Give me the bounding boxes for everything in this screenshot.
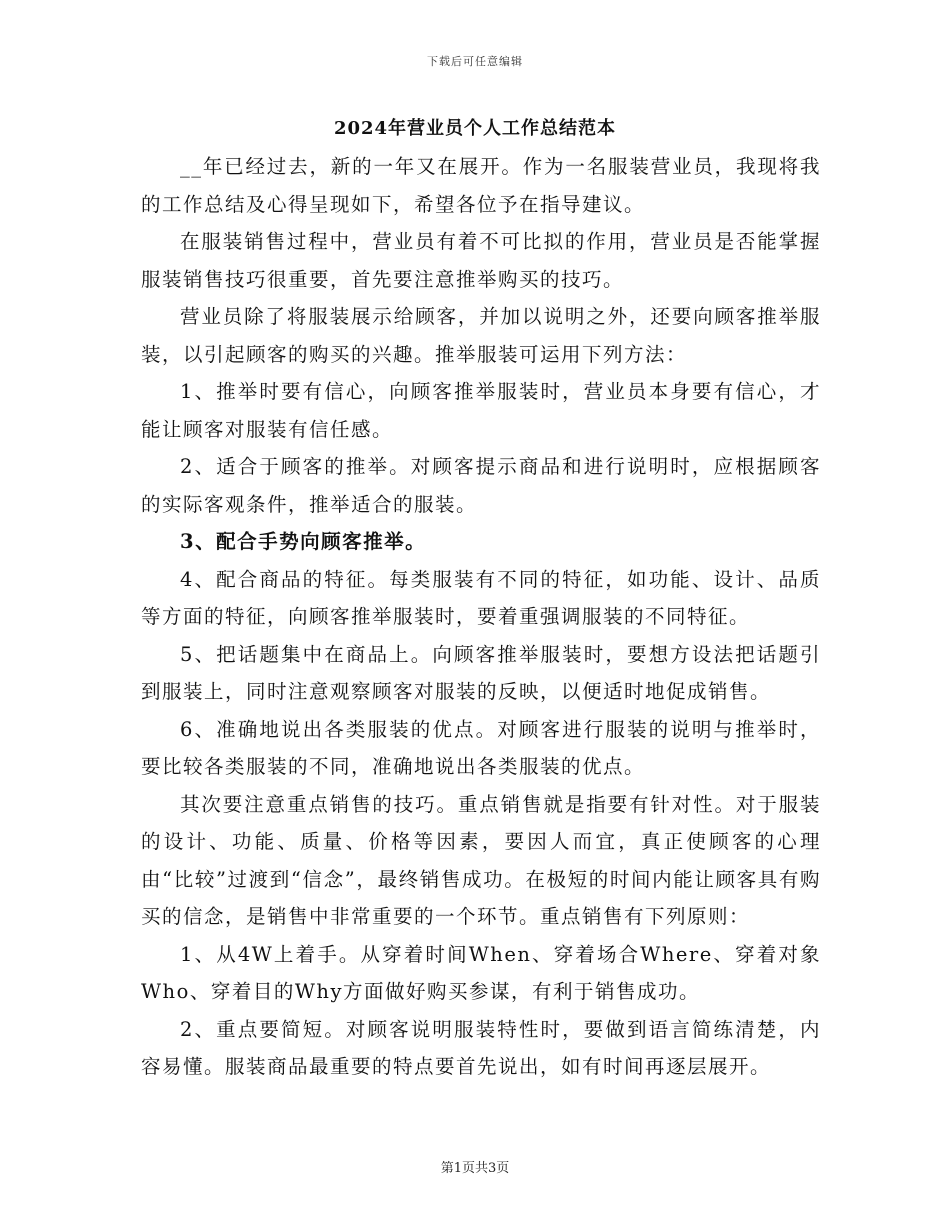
paragraph-method-5: 5、把话题集中在商品上。向顾客推举服装时，要想方设法把话题引到服装上，同时注意观察顾客对服装的反映，以便适时地促成销售。	[141, 642, 821, 703]
paragraph-method-3: 3、配合手势向顾客推举。	[180, 530, 427, 553]
paragraph-salesperson-role: 在服装销售过程中，营业员有着不可比拟的作用，营业员是否能掌握服装销售技巧很重要，首先要注意推举购买的技巧。	[141, 230, 821, 291]
paragraph-intro: __年已经过去，新的一年又在展开。作为一名服装营业员，我现将我的工作总结及心得呈现如下，希望各位予在指导建议。	[141, 155, 821, 216]
paragraph-key-selling: 其次要注意重点销售的技巧。重点销售就是指要有针对性。对于服装的设计、功能、质量、价格等因素，要因人而宜，真正使顾客的心理由“比较”过渡到“信念”，最终销售成功。在极短的时间内能让顾客具有购买的信念，是销售中非常重要的一个环节。重点销售有下列原则：	[141, 792, 821, 928]
page-header-note: 下载后可任意编辑	[427, 55, 523, 68]
paragraph-method-1: 1、推举时要有信心，向顾客推举服装时，营业员本身要有信心，才能让顾客对服装有信任感。	[141, 380, 821, 441]
page-number: 第1页共3页	[440, 1161, 510, 1176]
paragraph-recommend-methods: 营业员除了将服装展示给顾客，并加以说明之外，还要向顾客推举服装，以引起顾客的购买的兴趣。推举服装可运用下列方法：	[141, 305, 821, 366]
paragraph-principle-2: 2、重点要简短。对顾客说明服装特性时，要做到语言简练清楚，内容易懂。服装商品最重要的特点要首先说出，如有时间再逐层展开。	[141, 1017, 821, 1078]
paragraph-method-4: 4、配合商品的特征。每类服装有不同的特征，如功能、设计、品质等方面的特征，向顾客推举服装时，要着重强调服装的不同特征。	[141, 567, 821, 628]
document-title: 2024年营业员个人工作总结范本	[333, 118, 617, 139]
paragraph-method-2: 2、适合于顾客的推举。对顾客提示商品和进行说明时，应根据顾客的实际客观条件，推举适合的服装。	[141, 455, 821, 516]
paragraph-principle-1: 1、从4W上着手。从穿着时间When、穿着场合Where、穿着对象Who、穿着目的Why方面做好购买参谋，有利于销售成功。	[141, 942, 821, 1003]
paragraph-method-6: 6、准确地说出各类服装的优点。对顾客进行服装的说明与推举时，要比较各类服装的不同，准确地说出各类服装的优点。	[141, 717, 821, 778]
document-body	[141, 148, 821, 1086]
